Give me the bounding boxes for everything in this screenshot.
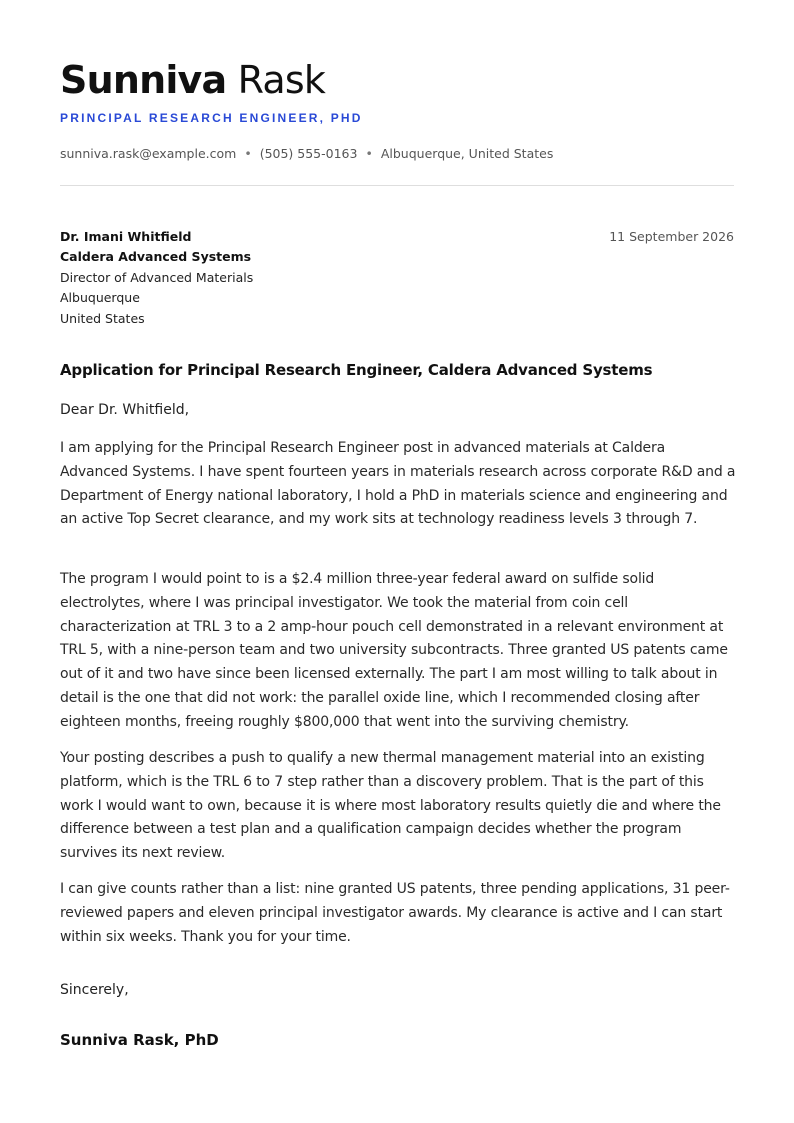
body-paragraph: I am applying for the Principal Research Engineer post in advanced materials at Caldera Advanced Systems. I have spent fourteen years in materials research across corporate R&D and a Department of Energy national laboratory, I hold a PhD in materials science and engineering and an active Top Secret clearance, and my work sits at technology readiness levels 3 through 7.: [60, 440, 736, 528]
signature: Sunniva Rask, PhD: [60, 1031, 219, 1049]
applicant-title: PRINCIPAL RESEARCH ENGINEER, PHD: [60, 111, 363, 125]
closing: Sincerely,: [60, 982, 129, 998]
recipient-city: Albuquerque: [60, 290, 140, 306]
recipient-name: Dr. Imani Whitfield: [60, 229, 192, 244]
letter-subject: Application for Principal Research Engineer, Caldera Advanced Systems: [60, 361, 653, 379]
body-paragraph: The program I would point to is a $2.4 million three-year federal award on sulfide solid electrolytes, where I was principal investigator. We took the material from coin cell characterization at TRL 3 to a 2 amp-hour pouch cell demonstrated in a relevant environment at TRL 5, with a nine-person team and two university subcontracts. Three granted US patents came out of it and two have since been licensed externally. The part I am most willing to talk about in detail is the one that did not work: the parallel oxide line, which I recommended closing after eighteen months, freeing roughly $800,000 that went into the surviving chemistry.: [60, 571, 728, 730]
first-name: Sunniva: [60, 58, 227, 102]
recipient-block: [60, 227, 253, 329]
letter-date: 11 September 2026: [609, 229, 734, 244]
last-name: Rask: [237, 58, 326, 102]
contact-email[interactable]: sunniva.rask@example.com: [60, 146, 237, 161]
recipient-company: Caldera Advanced Systems: [60, 249, 252, 265]
contact-location: Albuquerque, United States: [380, 146, 554, 161]
recipient-role: Director of Advanced Materials: [60, 269, 254, 285]
contact-line: [60, 146, 553, 161]
body-paragraph: Your posting describes a push to qualify a new thermal management material into an existing platform, which is the TRL 6 to 7 step rather than a discovery problem. That is the part of this work I would want to own, because it is where most laboratory results quietly die and where the difference between a test plan and a qualification campaign decides whether the program survives its next review.: [60, 750, 721, 862]
contact-phone[interactable]: (505) 555-0163: [259, 146, 358, 161]
separator-dot: •: [365, 146, 373, 161]
applicant-name: [60, 56, 325, 104]
separator-dot: •: [244, 146, 252, 161]
salutation: Dear Dr. Whitfield,: [60, 402, 190, 418]
recipient-country: United States: [60, 310, 145, 326]
body-paragraph: I can give counts rather than a list: nine granted US patents, three pending applications, 31 peer-reviewed papers and eleven principal investigator awards. My clearance is active and I can start within six weeks. Thank you for your time.: [60, 881, 730, 945]
header-divider: [60, 185, 734, 186]
